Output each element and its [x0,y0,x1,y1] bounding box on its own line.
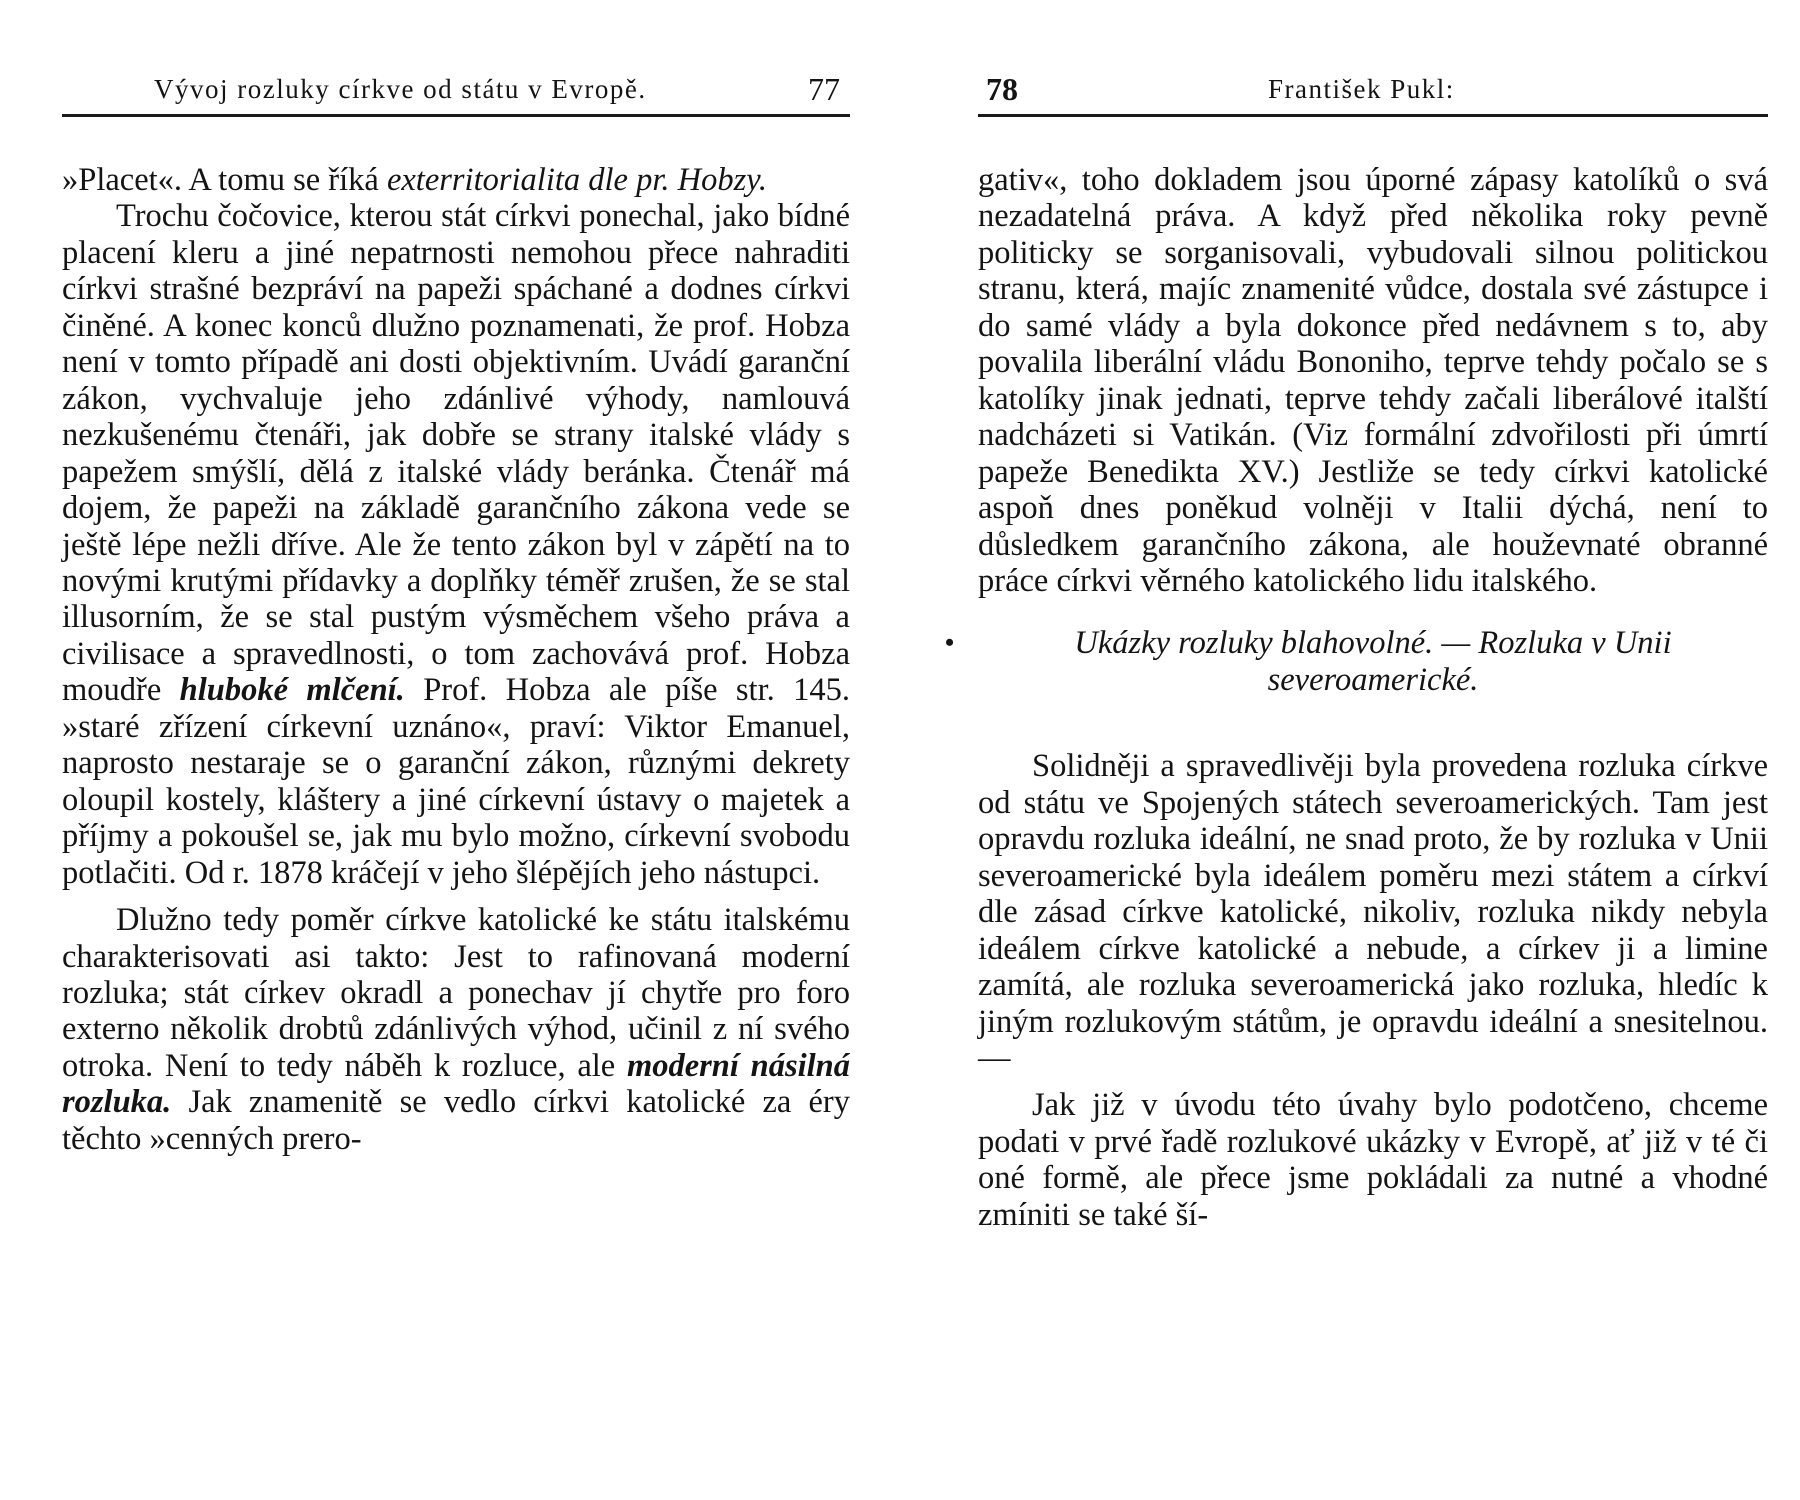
left-page-number: 77 [808,71,840,107]
left-paragraph-2 [62,198,850,891]
right-page-body [978,162,1768,1233]
left-p1-italic: exterritorialita dle pr. Hobzy. [386,162,768,198]
right-paragraph-3: Jak již v úvodu této úvahy bylo podotčeno, chceme podati v prvé řadě rozlukové ukázky v Evropě, ať již v té či oné formě, ale přece jsme pokládali za nutné a vhodné zmíniti se také ší- [978,1087,1768,1233]
left-p1-text: »Placet«. A tomu se říká [62,162,387,198]
right-page-number: 78 [986,71,1018,107]
left-p2-text-a: Trochu čočovice, kterou stát církvi ponechal, jako bídné placení kleru a jiné nepatrnosti nemohou přece nahraditi církvi strašné bezpráví na papeži spáchané a dodnes církvi činěné. A konec konců dlužno poznamenati, že prof. Hobza není v tomto případě ani dosti objektivním. Uvádí garanční zákon, vychvaluje jeho zdánlivé výhody, namlouvá nezkušenému čtenáři, jak dobře se strany italské vlády s papežem smýšlí, dělá z italské vlády beránka. Čtenář má dojem, že papeži na základě garančního zákona vede se ještě lépe nežli dříve. Ale že tento zákon byl v zápětí na to novými krutými přídavky a doplňky téměř zrušen, že se stal illusorním, že se stal pustým výsměchem všeho práva a civilisace a spravedlnosti, o tom zachovává prof. Hobza moudře [62,198,850,709]
left-p2-bold-italic: hluboké mlčení. [179,672,405,709]
left-running-title: Vývoj rozluky církve od státu v Evropě. [154,74,647,104]
right-paragraph-1: gativ«, toho dokladem jsou úporné zápasy katolíků o svá nezadatelná práva. A když před několika roky pevně politicky se sorganisovali, vybudovali silnou politickou stranu, která, majíc znamenité vůdce, dostala své zástupce i do samé vlády a byla dokonce před nedávnem s to, aby povalila liberální vládu Bononiho, teprve tehdy počalo se s katolíky jinak jednati, teprve tehdy začali liberálové italští nadcházeti si Vatikán. (Viz formální zdvořilosti při úmrtí papeže Benedikta XV.) Jestliže se tedy církvi katolické aspoň dnes poněkud volněji v Italii dýchá, není to důsledkem garančního zákona, ale houževnaté obranné práce církvi věrného katolického lidu italského. [978,162,1768,599]
section-heading-line-2: severoamerické. [1267,661,1479,698]
margin-mark: • [945,628,955,657]
left-p2-text-b: Prof. Hobza ale píše str. 145. »staré zřízení církevní uznáno«, praví: Viktor Emanuel, naprosto nestaraje se o garanční zákon, různými dekrety oloupil kostely, kláštery a jiné církevní ústavy o majetek a příjmy a pokoušel se, jak mu bylo možno, církevní svobodu potlačiti. Od r. 1878 kráčejí v jeho šlépějích jeho nástupci. [62,672,850,891]
right-page-header [978,70,1768,117]
left-paragraph-3 [62,902,850,1157]
right-paragraph-2: Solidněji a spravedlivěji byla provedena rozluka církve od státu ve Spojených státech severoamerických. Tam jest opravdu rozluka ideální, ne snad proto, že by rozluka v Unii severoamerické byla ideálem poměru mezi státem a církví dle zásad církve katolické, nikoliv, rozluka nikdy nebyla ideálem církve katolické a nebude, a církev ji a limine zamítá, ale rozluka severoamerická jako rozluka, hledíc k jiným rozlukovým státům, je opravdu ideální a snesitelnou. — [978,748,1768,1076]
right-running-title: František Pukl: [1268,74,1455,104]
left-p3-text-a: Dlužno tedy poměr církve katolické ke státu italskému charakterisovati asi takto: Jest to rafinovaná moderní rozluka; stát církev okradl a ponechav jí chytře pro foro externo několik drobtů zdánlivých výhod, učinil z ní svého otroka. Není to tedy náběh k rozluce, ale [62,902,850,1084]
left-page-body [62,162,850,1157]
section-heading [978,625,1768,698]
left-p3-bold-italic: moderní násilná rozluka. [62,1047,850,1121]
left-paragraph-1 [62,162,850,198]
section-heading-line-1: Ukázky rozluky blahovolné. — Rozluka v Unii [1074,625,1672,662]
left-p3-text-b: Jak znamenitě se vedlo církvi katolické za éry těchto »cenných prero- [62,1084,850,1157]
left-page-header [62,70,850,117]
